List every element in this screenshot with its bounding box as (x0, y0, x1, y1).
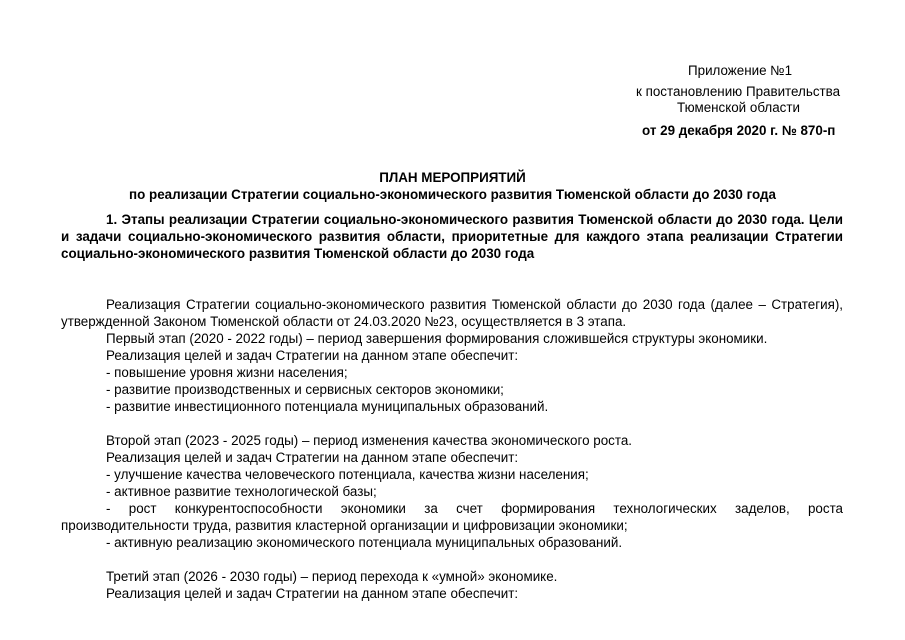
document-body (61, 296, 843, 602)
paragraph-gap (61, 551, 843, 568)
stage2-item: - улучшение качества человеческого потенциала, качества жизни населения; (106, 467, 589, 482)
section-1-heading: 1. Этапы реализации Стратегии социально-экономического развития Тюменской области до 2030 года. Цели и задачи социально-экономического развития области, приоритетные для каждого этапа реализации Стратегии социально-экономического развития Тюменской области до 2030 года (61, 212, 843, 261)
stage2-item: - активное развитие технологической базы; (106, 484, 377, 499)
document-title: ПЛАН МЕРОПРИЯТИЙ (379, 170, 526, 185)
annex-date-number: от 29 декабря 2020 г. № 870-п (642, 123, 836, 138)
stage1-item: - повышение уровня жизни населения; (106, 365, 348, 380)
stage2-item: - активную реализацию экономического потенциала муниципальных образований. (106, 535, 623, 550)
intro-paragraph: Реализация Стратегии социально-экономического развития Тюменской области до 2030 года (далее – Стратегия), утвержденной Законом Тюменской области от 24.03.2020 №23, осуществляется в 3 этапа. (61, 297, 843, 329)
stage1-title: Первый этап (2020 - 2022 годы) – период завершения формирования сложившейся структуры экономики. (106, 331, 768, 346)
stage3-lead: Реализация целей и задач Стратегии на данном этапе обеспечит: (106, 586, 519, 601)
document-subtitle: по реализации Стратегии социально-экономического развития Тюменской области до 2030 года (129, 187, 776, 202)
annex-number: Приложение №1 (688, 63, 793, 78)
paragraph-gap (61, 415, 843, 432)
annex-region-line: Тюменской области (677, 100, 800, 115)
stage1-item: - развитие производственных и сервисных секторов экономики; (106, 382, 504, 397)
stage1-item: - развитие инвестиционного потенциала муниципальных образований. (106, 399, 549, 414)
annex-decree-line: к постановлению Правительства (636, 84, 841, 99)
stage1-lead: Реализация целей и задач Стратегии на данном этапе обеспечит: (106, 348, 519, 363)
stage3-title: Третий этап (2026 - 2030 годы) – период перехода к «умной» экономике. (106, 569, 558, 584)
stage2-title: Второй этап (2023 - 2025 годы) – период изменения качества экономического роста. (106, 433, 632, 448)
stage2-item: - рост конкурентоспособности экономики за счет формирования технологических заделов, роста производительности труда, развития кластерной организации и цифровизации экономики; (61, 501, 843, 533)
stage2-lead: Реализация целей и задач Стратегии на данном этапе обеспечит: (106, 450, 519, 465)
